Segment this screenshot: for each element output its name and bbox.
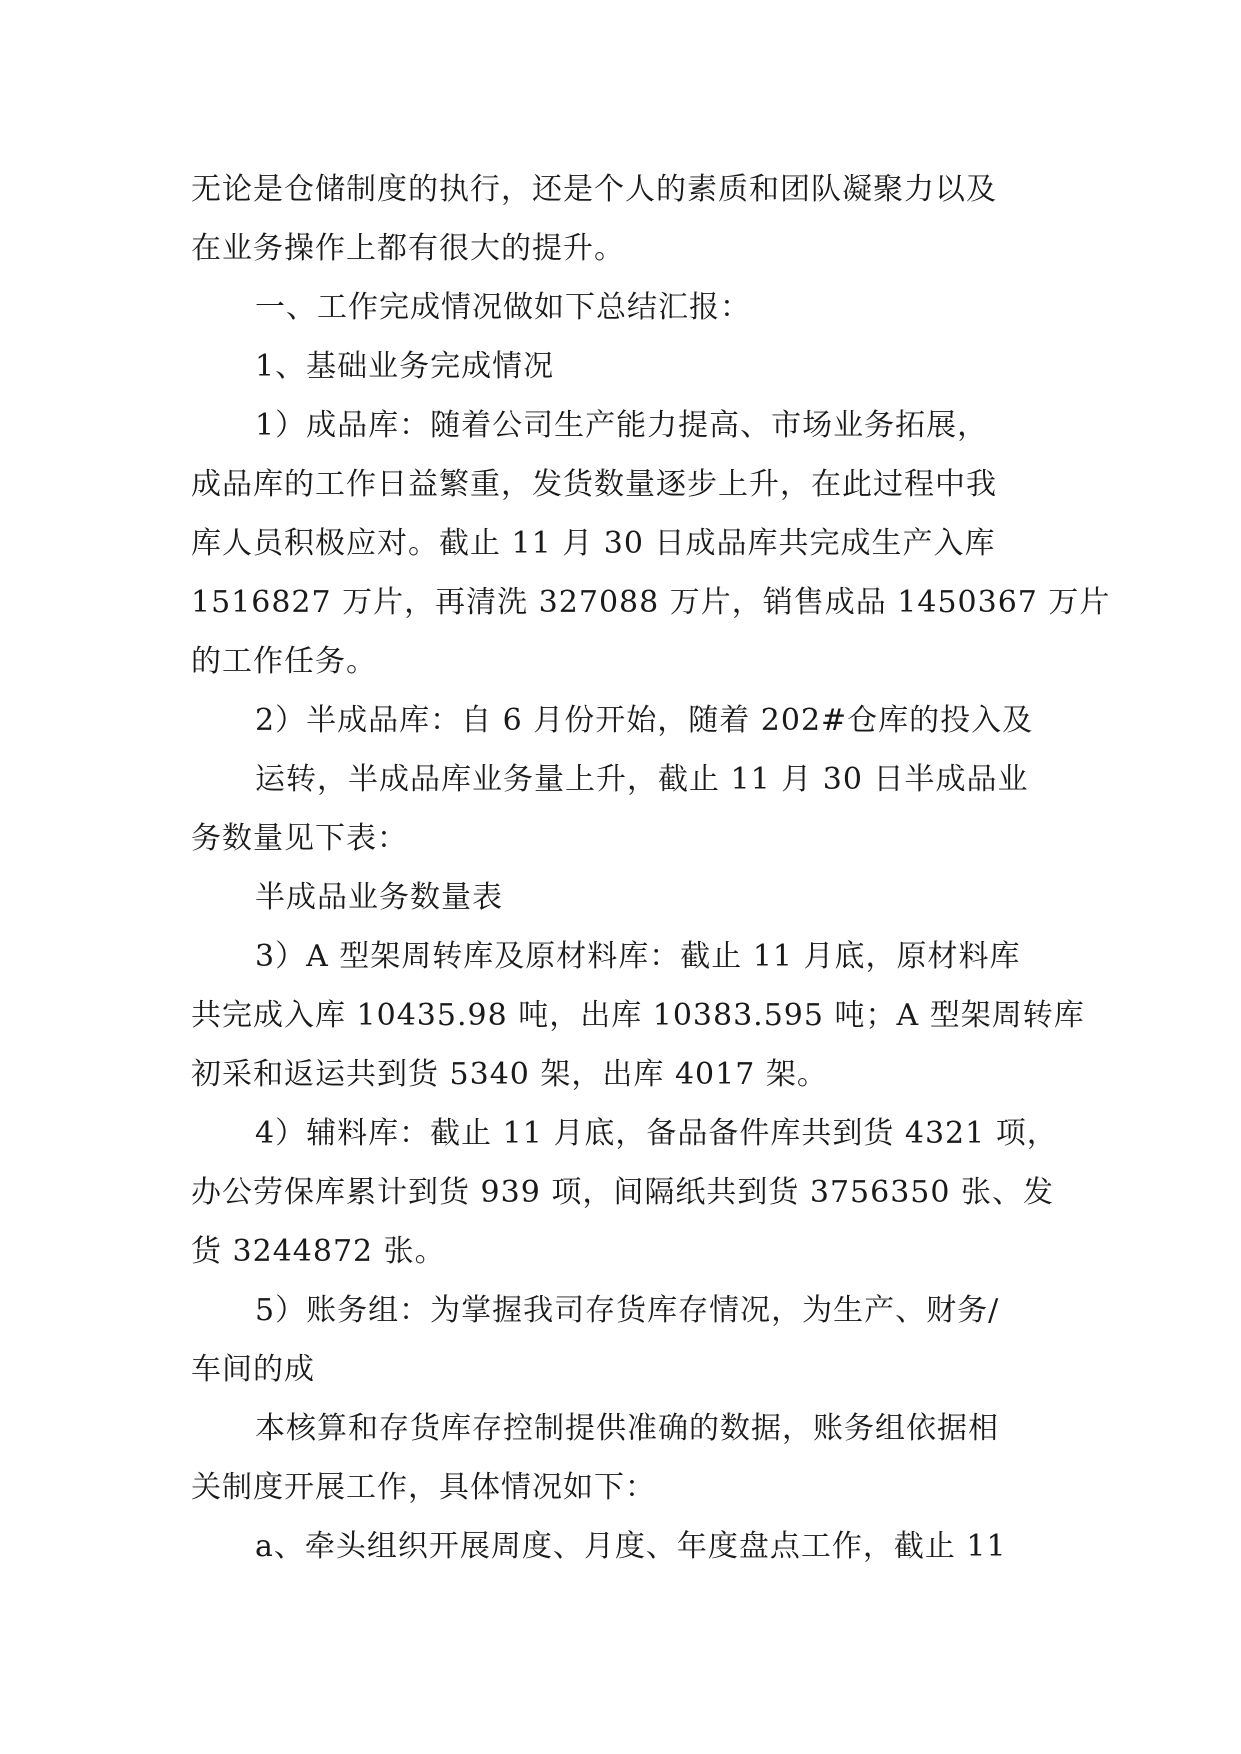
text-line: 办公劳保库累计到货 939 项，间隔纸共到货 3756350 张、发 <box>191 1175 1055 1210</box>
table-caption: 半成品业务数量表 <box>255 880 503 915</box>
text-line: 无论是仓储制度的执行，还是个人的素质和团队凝聚力以及 <box>191 172 997 207</box>
text-line: 4）辅料库：截止 11 月底，备品备件库共到货 4321 项， <box>255 1116 1058 1151</box>
text-line: 共完成入库 10435.98 吨，出库 10383.595 吨；A 型架周转库 <box>191 998 1085 1033</box>
text-line: 5）账务组：为掌握我司存货库存情况，为生产、财务/ <box>255 1293 1000 1328</box>
text-line: 2）半成品库：自 6 月份开始，随着 202#仓库的投入及 <box>255 703 1034 738</box>
document-body <box>191 160 1111 1576</box>
text-line: 运转，半成品库业务量上升，截止 11 月 30 日半成品业 <box>255 762 1029 797</box>
text-line: 的工作任务。 <box>191 644 377 679</box>
text-line: 1516827 万片，再清洗 327088 万片，销售成品 1450367 万片 <box>191 585 1111 620</box>
text-line: 务数量见下表： <box>191 821 408 856</box>
text-line: 货 3244872 张。 <box>191 1234 446 1269</box>
section-heading: 一、工作完成情况做如下总结汇报： <box>255 290 751 325</box>
text-line: 成品库的工作日益繁重，发货数量逐步上升，在此过程中我 <box>191 467 997 502</box>
text-line: 在业务操作上都有很大的提升。 <box>191 231 625 266</box>
text-line: 车间的成 <box>191 1352 315 1387</box>
text-line: 库人员积极应对。截止 11 月 30 日成品库共完成生产入库 <box>191 526 996 561</box>
text-line: 本核算和存货库存控制提供准确的数据，账务组依据相 <box>255 1411 999 1446</box>
text-line: 3）A 型架周转库及原材料库：截止 11 月底，原材料库 <box>255 939 1021 974</box>
text-line: a、牵头组织开展周度、月度、年度盘点工作，截止 11 <box>255 1529 1007 1564</box>
text-line: 初采和返运共到货 5340 架，出库 4017 架。 <box>191 1057 828 1092</box>
text-line: 关制度开展工作，具体情况如下： <box>191 1470 656 1505</box>
subsection-heading: 1、基础业务完成情况 <box>255 349 555 384</box>
text-line: 1）成品库：随着公司生产能力提高、市场业务拓展， <box>255 408 989 443</box>
